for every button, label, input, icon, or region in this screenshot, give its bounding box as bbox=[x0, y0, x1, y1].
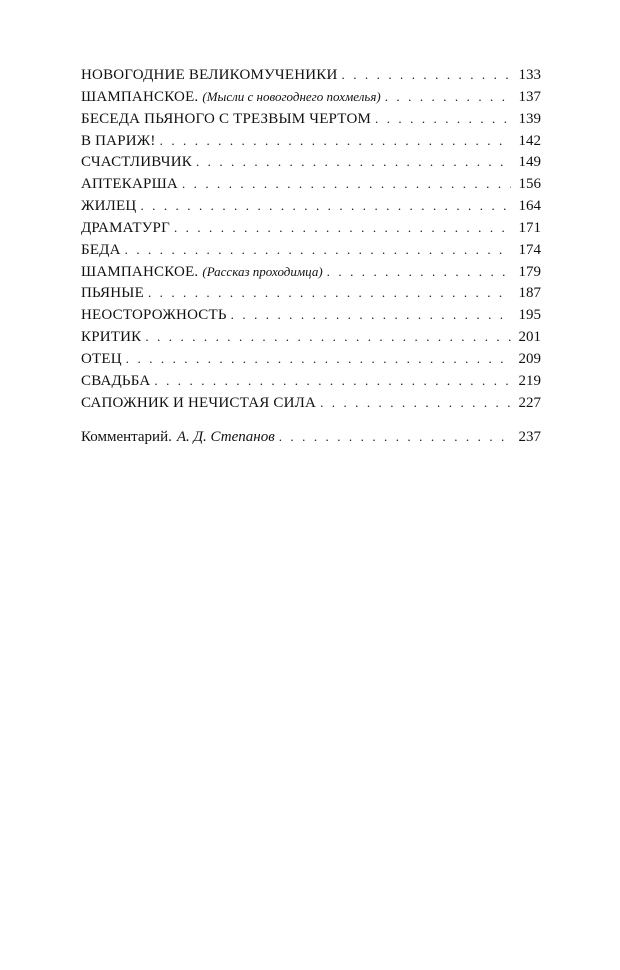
dot-leader bbox=[154, 370, 511, 392]
entry-subtitle: (Рассказ проходимца) bbox=[202, 263, 323, 279]
commentary-label: Комментарий. bbox=[81, 428, 172, 445]
toc-entry[interactable] bbox=[81, 370, 541, 392]
entry-title: САПОЖНИК И НЕЧИСТАЯ СИЛА bbox=[81, 394, 317, 411]
dot-leader bbox=[231, 304, 511, 326]
dot-leader bbox=[385, 86, 511, 108]
page-number: 174 bbox=[518, 241, 541, 258]
commentary-author: А. Д. Степанов bbox=[176, 428, 275, 445]
toc-entry[interactable] bbox=[81, 304, 541, 326]
dot-leader bbox=[140, 195, 511, 217]
dot-leader bbox=[125, 239, 511, 261]
page-number: 164 bbox=[518, 198, 541, 215]
toc-entry[interactable] bbox=[81, 217, 541, 239]
toc-entry[interactable] bbox=[81, 173, 541, 195]
toc-entry[interactable] bbox=[81, 64, 541, 86]
entry-title: ПЬЯНЫЕ bbox=[81, 285, 144, 302]
dot-leader bbox=[145, 326, 511, 348]
dot-leader bbox=[196, 151, 511, 173]
dot-leader bbox=[279, 426, 511, 448]
page-number: 237 bbox=[518, 428, 541, 445]
dot-leader bbox=[327, 261, 511, 283]
entry-title: ШАМПАНСКОЕ. bbox=[81, 263, 199, 280]
entry-title: СВАДЬБА bbox=[81, 372, 151, 389]
entry-title: СЧАСТЛИВЧИК bbox=[81, 154, 192, 171]
entry-title: ЖИЛЕЦ bbox=[81, 198, 137, 215]
toc-entry[interactable] bbox=[81, 239, 541, 261]
page-number: 133 bbox=[518, 67, 541, 83]
toc-entry[interactable] bbox=[81, 326, 541, 348]
dot-leader bbox=[182, 173, 511, 195]
dot-leader bbox=[126, 348, 511, 370]
entry-title: БЕСЕДА ПЬЯНОГО С ТРЕЗВЫМ ЧЕРТОМ bbox=[81, 110, 372, 127]
toc-entry[interactable] bbox=[81, 261, 541, 283]
page-number: 227 bbox=[518, 394, 541, 411]
entry-title: КРИТИК bbox=[81, 329, 142, 346]
page-number: 171 bbox=[518, 219, 541, 236]
toc-entry[interactable] bbox=[81, 392, 541, 414]
toc-entry[interactable] bbox=[81, 108, 541, 130]
page-number: 179 bbox=[518, 263, 541, 280]
entry-title: В ПАРИЖ! bbox=[81, 132, 156, 149]
page-number: 149 bbox=[518, 154, 541, 171]
entry-title: ШАМПАНСКОЕ. bbox=[81, 88, 199, 105]
table-of-contents bbox=[81, 64, 541, 447]
toc-entry[interactable] bbox=[81, 151, 541, 173]
entry-title: НЕОСТОРОЖНОСТЬ bbox=[81, 307, 227, 324]
toc-entry[interactable] bbox=[81, 282, 541, 304]
toc-entry[interactable] bbox=[81, 86, 541, 108]
dot-leader bbox=[148, 282, 511, 304]
toc-entry-commentary[interactable] bbox=[81, 426, 541, 448]
entry-title: ДРАМАТУРГ bbox=[81, 219, 170, 236]
page-number: 139 bbox=[518, 110, 541, 127]
dot-leader bbox=[320, 392, 511, 414]
dot-leader bbox=[375, 108, 511, 130]
entry-title: БЕДА bbox=[81, 241, 121, 258]
entry-title: ОТЕЦ bbox=[81, 350, 122, 367]
page-number: 142 bbox=[518, 132, 541, 149]
page-number: 195 bbox=[518, 307, 541, 324]
entry-subtitle: (Мысли с новогоднего похмелья) bbox=[202, 88, 381, 104]
page-number: 209 bbox=[518, 350, 541, 367]
page-number: 219 bbox=[518, 372, 541, 389]
page-number: 201 bbox=[518, 329, 541, 346]
page-number: 137 bbox=[518, 88, 541, 105]
dot-leader bbox=[174, 217, 511, 239]
entry-title: АПТЕКАРША bbox=[81, 176, 178, 193]
toc-entry[interactable] bbox=[81, 195, 541, 217]
toc-entry[interactable] bbox=[81, 348, 541, 370]
toc-entry[interactable] bbox=[81, 130, 541, 152]
dot-leader bbox=[160, 130, 511, 152]
page-number: 156 bbox=[518, 176, 541, 193]
page-number: 187 bbox=[518, 285, 541, 302]
dot-leader bbox=[342, 64, 511, 86]
entry-title: НОВОГОДНИЕ ВЕЛИКОМУЧЕНИКИ bbox=[81, 67, 338, 83]
toc-entries-list bbox=[81, 64, 541, 414]
